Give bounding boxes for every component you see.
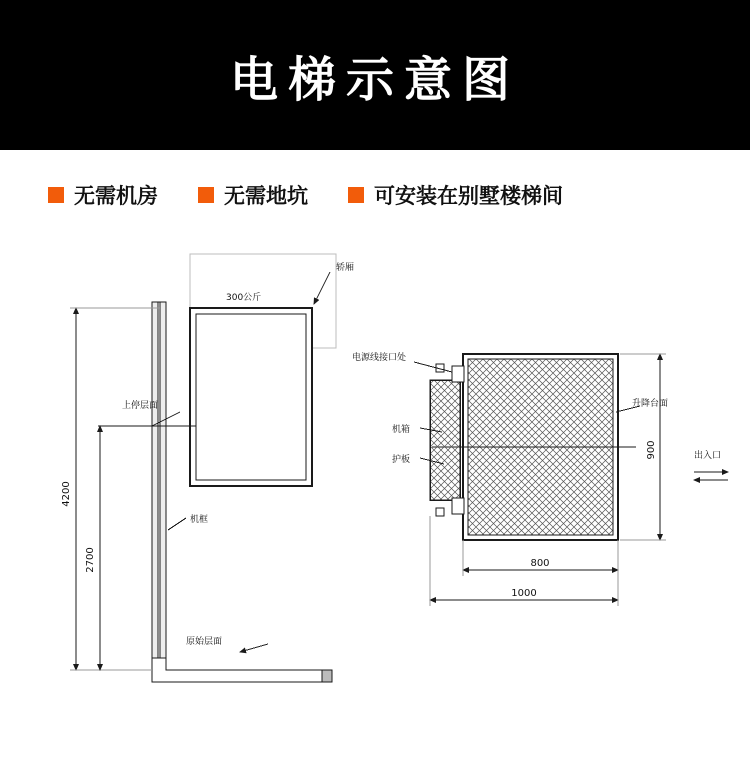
dimension-overall-width: 1000	[511, 588, 537, 599]
square-bullet-icon	[48, 187, 64, 203]
feature-label: 无需机房	[74, 184, 158, 208]
label-cabin: 轿厢	[336, 263, 355, 273]
label-entrance: 出入口	[694, 451, 722, 461]
label-frame: 机框	[190, 515, 209, 525]
feature-bar	[0, 150, 750, 240]
dimension-platform-width: 800	[530, 558, 550, 569]
feature-label: 无需地坑	[224, 184, 308, 208]
label-upper-floor: 上停层面	[122, 401, 159, 411]
page-header	[0, 0, 750, 150]
elevator-schematic-svg	[0, 240, 750, 759]
label-machine-box: 机箱	[392, 425, 411, 435]
square-bullet-icon	[198, 187, 214, 203]
label-ground-floor: 原始层面	[186, 637, 223, 647]
feature-label: 可安装在别墅楼梯间	[374, 184, 563, 208]
technical-drawing	[0, 240, 750, 759]
feature-item-2	[198, 180, 308, 210]
dimension-travel-height: 2700	[85, 547, 96, 573]
label-guard-plate: 护板	[392, 455, 411, 465]
label-power-interface: 电源线接口处	[352, 353, 407, 363]
dimension-platform-depth: 900	[646, 440, 657, 460]
page-title: 电梯示意图	[229, 51, 520, 108]
square-bullet-icon	[348, 187, 364, 203]
dimension-total-height: 4200	[61, 481, 72, 507]
feature-item-3	[348, 180, 563, 210]
feature-item-1	[48, 180, 158, 210]
label-capacity: 300公斤	[226, 293, 262, 303]
label-platform-surface: 升降台面	[632, 399, 669, 409]
